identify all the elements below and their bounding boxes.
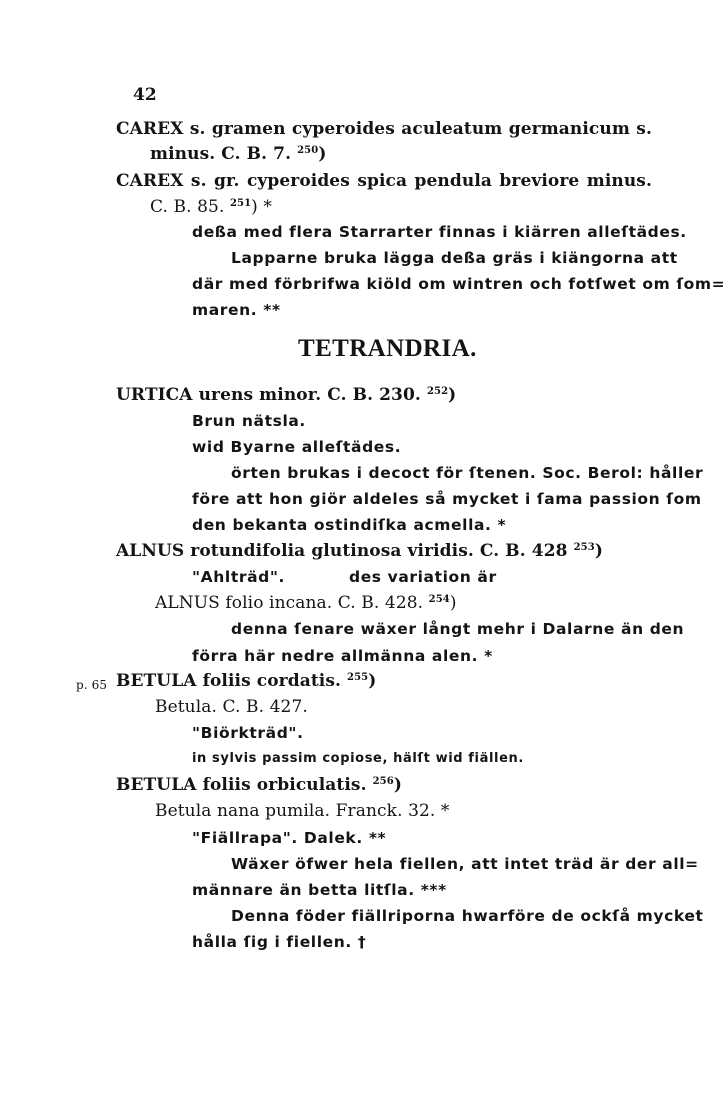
fraktur-line: Brun nätsla. [192,412,306,430]
text-line: C. B. 85. $^{251}$) * [150,197,272,217]
fraktur-line: "Fiällrapa". Dalek. ** [192,829,387,847]
fraktur-line: där med förbrifwa kiöld om wintren och fotſwet om ſom= [192,275,726,293]
fraktur-line: maren. ** [192,301,281,319]
fraktur-line: hålla ſig i fiellen. † [192,933,367,951]
text-line: ALNUS folio incana. C. B. 428. $^{254}$) [155,593,457,613]
footnote-ref: 255 [347,672,369,683]
fraktur-line: Denna föder fiällriporna hwarföre de ockſå mycket [231,907,704,925]
footnote-ref: 251 [229,198,252,209]
text-line: URTICA urens minor. C. B. 230. $^{252}$) [116,385,457,405]
fraktur-line: före att hon giör aldeles så mycket i ſama passion ſom [192,490,702,508]
fraktur-line: Wäxer öfwer hela fiellen, att intet träd är der all= [231,855,699,873]
footnote-ref: 254 [428,594,450,605]
text-line: Betula. C. B. 427. [155,697,308,717]
page-number: 42 [133,85,157,105]
text-line: BETULA foliis cordatis. $^{255}$) [116,671,377,691]
fraktur-line: in sylvis passim copiose, hälſt wid fiällen. [192,751,524,766]
fraktur-line: "Ahlträd". [192,568,285,586]
text-line: Betula nana pumila. Franck. 32. * [155,801,450,821]
fraktur-line: männare än betta litſla. *** [192,881,447,899]
footnote-ref: 250 [297,145,319,156]
footnote-ref: 256 [372,776,394,787]
margin-reference: p. 65 [76,678,108,692]
text-line: minus. C. B. 7. $^{250}$) [150,144,327,164]
fraktur-line: wid Byarne alleſtädes. [192,438,402,456]
fraktur-line: denna ſenare wäxer långt mehr i Dalarne än den [231,620,685,638]
text-line: CAREX s. gr. cyperoides spica pendula breviore minus. [116,171,652,191]
fraktur-line: den bekanta ostindiſka acmella. * [192,516,507,534]
text-line: BETULA foliis orbiculatis. $^{256}$) [116,775,402,795]
footnote-ref: 253 [573,542,595,553]
fraktur-line: Lapparne bruka lägga deßa gräs i kiängorna att [231,249,678,267]
section-heading: TETRANDRIA. [298,335,477,362]
fraktur-line: "Biörkträd". [192,724,304,742]
fraktur-line: örten brukas i decoct för ſtenen. Soc. Berol: håller [231,464,704,482]
fraktur-line: des variation är [349,568,497,586]
fraktur-line: deßa med flera Starrarter finnas i kiärren alleſtädes. [192,223,687,241]
text-line: CAREX s. gramen cyperoides aculeatum germanicum s. [116,119,652,139]
text-line: ALNUS rotundifolia glutinosa viridis. C. B. 428 $^{253}$) [116,541,603,561]
fraktur-line: förra här nedre allmänna alen. * [192,647,493,665]
footnote-ref: 252 [426,386,449,397]
